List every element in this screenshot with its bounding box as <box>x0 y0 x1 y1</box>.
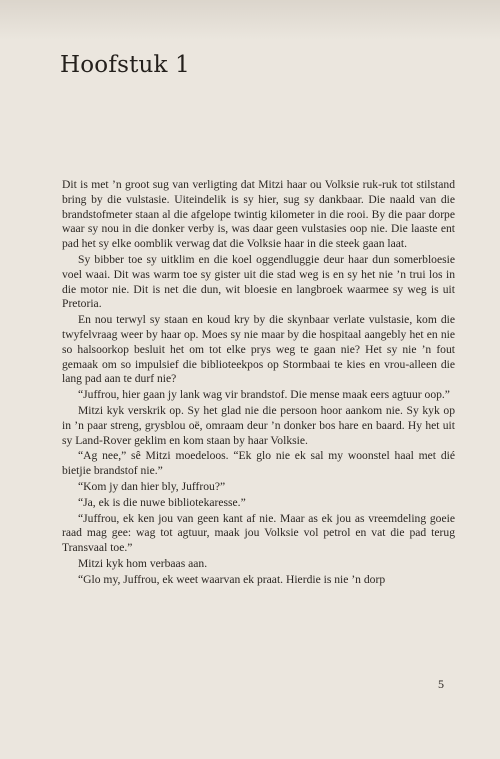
paragraph: Dit is met ’n groot sug van verligting dat Mitzi haar ou Volksie ruk-ruk tot stilstand bring by die vulstasie. Uiteindelik is sy hier, sug sy dankbaar. Die naald van die brandstofmeter staan al die afgelope twintig kilometer in die rooi. By die paar dorpe waar sy nou in die donker verby is, was daar geen vulstasies oop nie. Die laaste ent pad het sy elke oomblik verwag dat die Volksie haar in die steek gaan laat. <box>62 178 455 251</box>
paragraph: En nou terwyl sy staan en koud kry by die skynbaar verlate vulstasie, kom die twyfelvraag weer by haar op. Moes sy nie maar by die hospitaal aangebly het en nie so halsoorkop besluit het om tot elke prys weg te gaan nie? Het sy nie ’n fout gemaak om so impulsief die biblioteekpos op Stormbaai te kies en vrou-alleen die lang pad aan te durf nie? <box>62 313 455 386</box>
paragraph: “Juffrou, ek ken jou van geen kant af nie. Maar as ek jou as vreemdeling goeie raad mag gee: wag tot agtuur, maak jou Volksie vol petrol en vat die pad terug Transvaal toe.” <box>62 511 455 555</box>
paragraph: Sy bibber toe sy uitklim en die koel oggendluggie deur haar dun somerbloesie voel waai. Dit was warm toe sy gister uit die stad weg is en sy het nie ’n trui los in die motor nie. Dit is net die dun, wit bloesie en langbroek waarmee sy weg is uit Pretoria. <box>62 252 455 311</box>
paragraph: “Kom jy dan hier bly, Juffrou?” <box>78 479 226 493</box>
chapter-title: Hoofstuk 1 <box>60 52 191 78</box>
paragraph: “Glo my, Juffrou, ek weet waarvan ek praat. Hierdie is nie ’n dorp <box>78 572 386 586</box>
paragraph: “Ag nee,” sê Mitzi moedeloos. “Ek glo nie ek sal my woonstel haal met dié bietjie brandstof nie.” <box>62 449 455 478</box>
body-text <box>62 178 455 588</box>
paragraph: “Juffrou, hier gaan jy lank wag vir brandstof. Die mense maak eers agtuur oop.” <box>78 388 450 402</box>
paragraph: “Ja, ek is die nuwe bibliotekaresse.” <box>78 495 246 509</box>
paragraph: Mitzi kyk hom verbaas aan. <box>78 556 208 570</box>
page-number: 5 <box>438 677 444 691</box>
page-shadow <box>0 0 500 40</box>
paragraph: Mitzi kyk verskrik op. Sy het glad nie die persoon hoor aankom nie. Sy kyk op in ’n paar streng, grysblou oë, omraam deur ’n donker bos hare en baard. Hy het uit sy Land-Rover geklim en kom staan by haar Volksie. <box>62 403 455 447</box>
